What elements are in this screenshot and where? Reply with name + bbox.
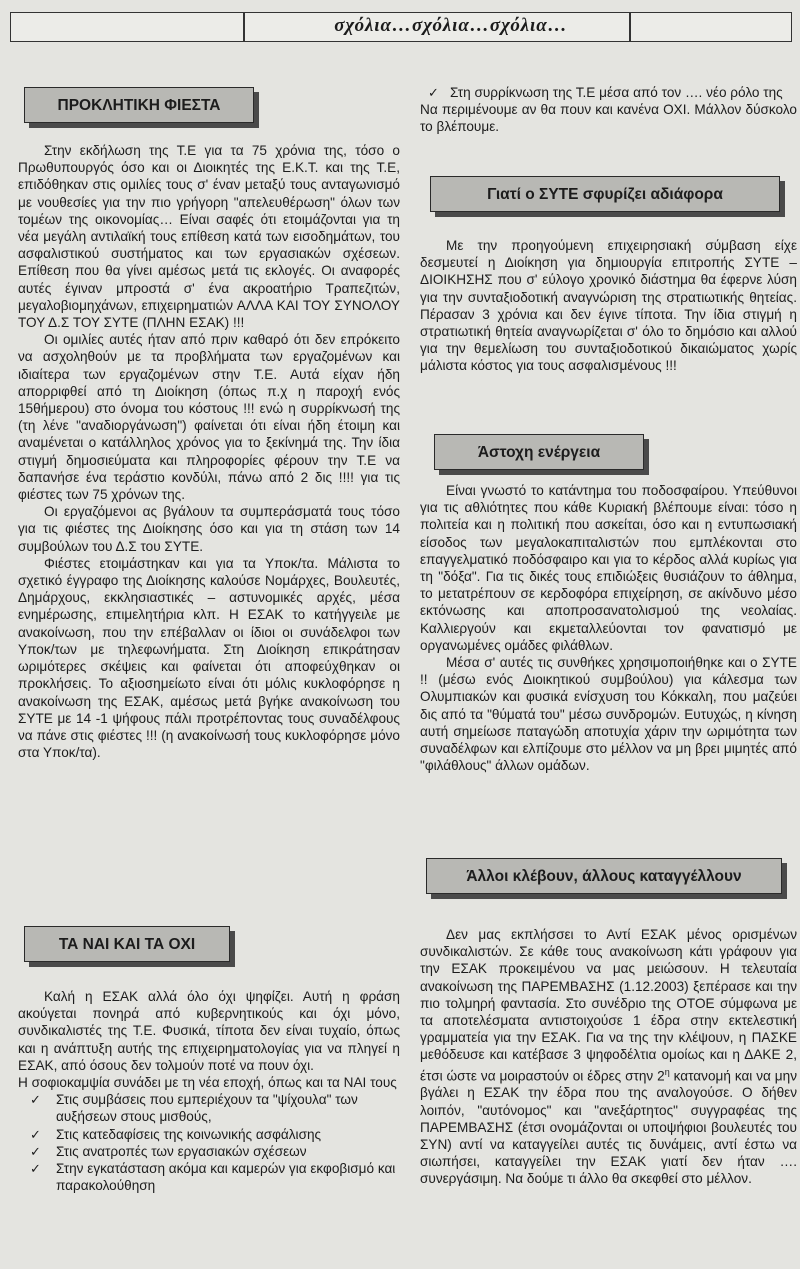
paragraph: Δεν μας εκπλήσσει το Αντί ΕΣΑΚ μένος ορισμένων συνδικαλιστών. Σε κάθε τους ανακοίνωση κάτι γράφουν για την ΕΣΑΚ προκειμένου να μας μειώσουν. Η τελευταία ανακοίνωση της ΠΑΡΕΜΒΑΣΗΣ (1.12.2003) ξεπέρασε και την πιο τολμηρή φαντασία. Στο συνέδριο της ΟΤΟΕ σύμφωνα με τα αποτελέσματα αντιστοιχούσε 1 έδρα στην εκτελεστική γραμματεία για την ΕΣΑΚ. Για να της την κλέψουν, η ΠΑΣΚΕ μεθόδευσε και κατέβασε 3 ψηφοδέλτια ομοίως και η ΔΑΚΕ 2, έτσι ώστε να μοιραστούν οι έδρες στην $2^\eta$ κατανομή και να μην βγάλει η ΕΣΑΚ την έδρα που της αναλογούσε. Ο δήθεν λοιπόν, "αυτόνομος" και "ανεξάρτητος" συγγραφέας της ΠΑΡΕΜΒΑΣΗΣ (έτσι ονομάζονται οι υποψήφιοι βουλευτές του ΣΥΝ) αντί να καταγγείλει αυτές τις δυνάμεις, αντί έστω να σιωπήσει, καταγγείλει την ΕΣΑΚ γιατί δεν ήταν …. συνεργάσιμη. Να δούμε τι άλλο θα σκεφθεί στο μέλλον. bbox=[420, 927, 797, 1187]
paragraph: Οι εργαζόμενοι ας βγάλουν τα συμπεράσματά τους τόσο για τις φιέστες της Διοίκησης όσο και για τη στάση των 14 συμβούλων του Δ.Σ του ΣΥΤΕ. bbox=[18, 504, 400, 554]
section-title-provocative-fiesta: ΠΡΟΚΛΗΤΙΚΗ ΦΙΕΣΤΑ bbox=[24, 87, 254, 123]
check-icon: ✓ bbox=[428, 85, 439, 100]
paragraph: Είναι γνωστό το κατάντημα του ποδοσφαίρου. Υπεύθυνοι για τις αθλιότητες που κάθε Κυριακή βλέπουμε είναι: τόσο η πολιτεία και η πολιτική που ασκείται, όσο και η εντυπωσιακή είσοδος των μεγαλοκαπιταλιστών που εμπλέκονται στο επαγγελματικό ποδόσφαιρο και για το κέρδος αλλά κυρίως για τη "δόξα". Για τις δικές τους επιδιώξεις θυσιάζουν το άθλημα, το μετατρέπουν σε κερδοφόρα επιχείρηση, σε ακίνδυνο μέσο εκτόνωσης και αποπροσανατολισμού της νεολαίας. Καλλιεργούν και εκμεταλλεύονται τον φανατισμό με οργανωμένες ομάδες φιλάθλων. bbox=[420, 483, 797, 653]
check-icon: ✓ bbox=[30, 1161, 41, 1177]
article-syte-whistles bbox=[420, 237, 797, 375]
article-yes-and-no bbox=[18, 988, 400, 1194]
header-title: σχόλια…σχόλια…σχόλια… bbox=[334, 15, 568, 36]
page-header bbox=[10, 12, 792, 42]
section-title-others-steal: Άλλοι κλέβουν, άλλους καταγγέλλουν bbox=[426, 858, 782, 894]
list-item: ✓ Στις κατεδαφίσεις της κοινωνικής ασφάλισης bbox=[30, 1126, 322, 1142]
list-item: ✓ Στις συμβάσεις που εμπεριέχουν τα "ψίχουλα" των αυξήσεων στους μισθούς, bbox=[30, 1092, 358, 1125]
section-title-misguided-action: Άστοχη ενέργεια bbox=[434, 434, 644, 470]
yes-list bbox=[18, 1091, 400, 1194]
paragraph: Φιέστες ετοιμάστηκαν και για τα Υποκ/τα. Μάλιστα το σχετικό έγγραφο της Διοίκησης καλούσε Νομάρχες, Βουλευτές, Δημάρχους, εκκλησιαστικές – αστυνομικές αρχές, μέσα ενημέρωσης, επιμελητήρια κλπ. Η ΕΣΑΚ το κατήγγειλε με ανακοίνωση, που την επέβαλλαν οι ίδιοι οι συνάδελφοι των Υποκ/των με τηλεφωνήματα. Στη Διοίκηση επικράτησαν ωριμότερες σκέψεις και φαίνεται ότι αποφεύχθηκαν οι προκλήσεις. Το αξιοσημείωτο είναι ότι μόλις κυκλοφόρησε η ανακοίνωση της ΕΣΑΚ, αμέσως μετά βγήκε ανακοίνωση του ΣΥΤΕ με 14 -1 ψήφους πάλι προτρέποντας τους συναδέλφους να πάνε στις φιέστες !!! (η ανακοίνωσή τους κυκλοφόρησε μόνο στα Υποκ/τα). bbox=[18, 555, 400, 761]
article-misguided-action bbox=[420, 482, 797, 774]
paragraph: Μέσα σ' αυτές τις συνθήκες χρησιμοποιήθηκε και ο ΣΥΤΕ !! (μέσω ενός Διοικητικού συμβούλου) για κάλεσμα των Ολυμπιακών και φυσικά ενίσχυση του Κόκκαλη, που μαζεύει δις από τα "θύματά του" μέσω συνδρομών. Ευτυχώς, η κίνηση αυτή σημείωσε παταγώδη αποτυχία χάριν την ωριμότητα των συναδέλφων και ελπίζουμε στο μέλλον να μη βρει μιμητές από "φιλάθλους" άλλων ομάδων. bbox=[420, 655, 797, 774]
article-others-steal bbox=[420, 926, 797, 1188]
article-continuation bbox=[420, 84, 797, 136]
check-icon: ✓ bbox=[30, 1092, 41, 1108]
section-title-yes-and-no: ΤΑ ΝΑΙ ΚΑΙ ΤΑ ΟΧΙ bbox=[24, 926, 230, 962]
paragraph: Στην εκδήλωση της Τ.Ε για τα 75 χρόνια της, τόσο ο Πρωθυπουργός όσο και οι Διοικητές της Ε.Κ.Τ. και της Τ.Ε, επιδόθηκαν στις ομιλίες τους σ' έναν μεταξύ τους ανταγωνισμό με νουθεσίες για την πιο γρήγορη "απελευθέρωση" όλων των τομέων της οικονομίας… Είναι σαφές ότι ετοιμάζονται για τη νέα μεγάλη αντιλαϊκή τους επίθεση κατά των εισοδημάτων, του ασφαλιστικού συστήματος και των εργασιακών σχέσεων. Επίθεση που θα γίνει αμέσως μετά τις εκλογές. Οι αναφορές αυτές έγιναν μπροστά σ' ένα ακροατήριο Τραπεζιτών, μεγαλοβιομηχάνων, επιχειρηματιών ΑΛΛΑ ΚΑΙ ΤΟΥ ΣΥΝΟΛΟΥ ΤΟΥ Δ.Σ ΤΟΥ ΣΥΤΕ (ΠΛΗΝ ΕΣΑΚ) !!! bbox=[18, 143, 400, 331]
list-item: ✓ Στις ανατροπές των εργασιακών σχέσεων bbox=[30, 1143, 307, 1159]
paragraph: Η σοφιοκαμψία συνάδει με τη νέα εποχή, όπως και τα ΝΑΙ τους bbox=[18, 1075, 397, 1091]
article-provocative-fiesta bbox=[18, 142, 400, 761]
check-icon: ✓ bbox=[30, 1126, 41, 1142]
yes-list-continued bbox=[420, 84, 797, 101]
paragraph: Οι ομιλίες αυτές ήταν από πριν καθαρό ότι δεν επρόκειτο να ασχοληθούν με τα προβλήματα των εργαζομένων και ιδιαίτερα των εργαζομένων στην Τ.Ε. Αυτά είχαν ήδη απορριφθεί από τη Διοίκηση (όπως π.χ η παροχή ενός 15θήμερου) στο όνομα του κόστους !!! ενώ η συρρίκνωσή της (τη λένε "αναδιοργάνωση") φαίνεται ότι είναι ήδη έτοιμη και αναμένεται ο κατάλληλος χρόνος για το ξεκίνημά της. Την ίδια στιγμή δημοσιεύματα και πληροφορίες φέρουν την Τ.Ε να δαπανήσε ένα τεράστιο κονδύλι, πάνω από 2 δις !!!! για τις φιέστες των 75 χρόνων της. bbox=[18, 332, 400, 503]
check-icon: ✓ bbox=[30, 1143, 41, 1159]
paragraph: Με την προηγούμενη επιχειρησιακή σύμβαση είχε δεσμευτεί η Διοίκηση για δημιουργία επιτροπής ΣΥΤΕ – ΔΙΟΙΚΗΣΗΣ που σ' εύλογο χρονικό διάστημα θα έφερνε λύση για την συνταξιοδοτική αναγνώριση της στρατιωτικής θητείας. Πέρασαν 3 χρόνια και δεν έγινε τίποτα. Την ίδια στιγμή η στρατιωτική θητεία αναγνωρίζεται σ' όλο το δημόσιο και αλλού για την θεμελίωση του συνταξιοδοτικού δικαιώματος χωρίς μάλιστα κόστος για τους ασφαλισμένους !!! bbox=[420, 238, 797, 374]
list-item: ✓ Στην εγκατάσταση ακόμα και καμερών για εκφοβισμό και παρακολούθηση bbox=[30, 1161, 396, 1194]
header-divider bbox=[243, 13, 245, 41]
paragraph: Καλή η ΕΣΑΚ αλλά όλο όχι ψηφίζει. Αυτή η φράση ακούγεται πονηρά από κυβερνητικούς και όχι μόνο, συνδικαλιστές της Τ.Ε. Φυσικά, τίποτα δεν είναι τυχαίο, όπως και η ανάπτυξη αυτής της επιχειρηματολογίας για να πληγεί η ΕΣΑΚ, από όσους δεν τολμούν ποτέ να πουν όχι. bbox=[18, 989, 400, 1073]
paragraph: Να περιμένουμε αν θα πουν και κανένα ΟΧΙ. Μάλλον δύσκολο το βλέπουμε. bbox=[420, 102, 797, 135]
section-title-syte-whistles: Γιατί ο ΣΥΤΕ σφυρίζει αδιάφορα bbox=[430, 176, 780, 212]
list-item: ✓ Στη συρρίκνωση της Τ.Ε μέσα από τον …. νέο ρόλο της bbox=[428, 85, 783, 100]
